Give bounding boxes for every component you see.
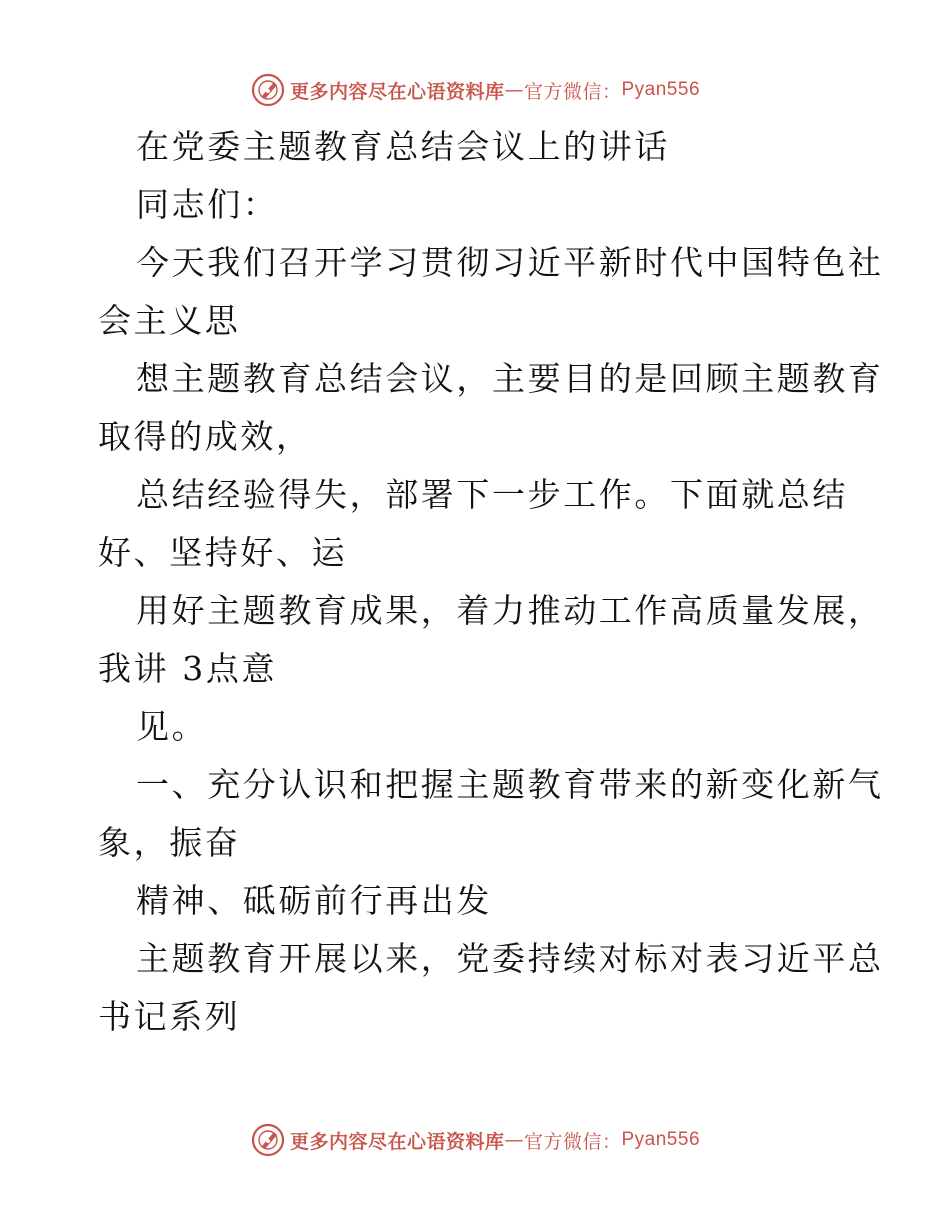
text-line: 想主题教育总结会议，主要目的是回顾主题教育 [136,359,884,398]
watermark-wechat-id: Pyan556 [621,79,701,100]
text-line: 我讲 3点意 [98,649,278,688]
text-line: 用好主题教育成果，着力推动工作高质量发展， [136,591,884,630]
watermark-dash: — [504,79,524,101]
footer-watermark [0,1122,950,1158]
section-heading: 一、充分认识和把握主题教育带来的新变化新气 [136,765,884,804]
text-line: 取得的成效， [98,417,312,456]
header-watermark [0,72,950,108]
text-line: 总结经验得失，部署下一步工作。下面就总结 [136,475,848,514]
section-heading: 精神、砥砺前行再出发 [136,881,492,920]
watermark-site-name: 更多内容尽在心语资料库 [289,1130,505,1153]
watermark-wechat-label: 官方微信： [523,1130,622,1153]
text-line: 会主义思 [98,301,241,340]
text-line: 今天我们召开学习贯彻习近平新时代中国特色社 [136,243,884,282]
text-line: 书记系列 [98,997,241,1036]
watermark-wechat-id: Pyan556 [621,1129,701,1150]
pen-logo-icon [250,1122,286,1158]
salutation: 同志们： [136,185,279,224]
section-heading: 象，振奋 [98,823,241,862]
pen-logo-icon [250,72,286,108]
text-line: 主题教育开展以来，党委持续对标对表习近平总 [136,939,884,978]
text-line: 好、坚持好、运 [98,533,348,572]
watermark-site-name: 更多内容尽在心语资料库 [289,80,505,103]
document-title: 在党委主题教育总结会议上的讲话 [136,127,670,166]
text-line: 见。 [136,707,208,746]
watermark-wechat-label: 官方微信： [523,80,622,103]
watermark-dash: — [504,1129,524,1151]
document-body [98,118,884,1046]
